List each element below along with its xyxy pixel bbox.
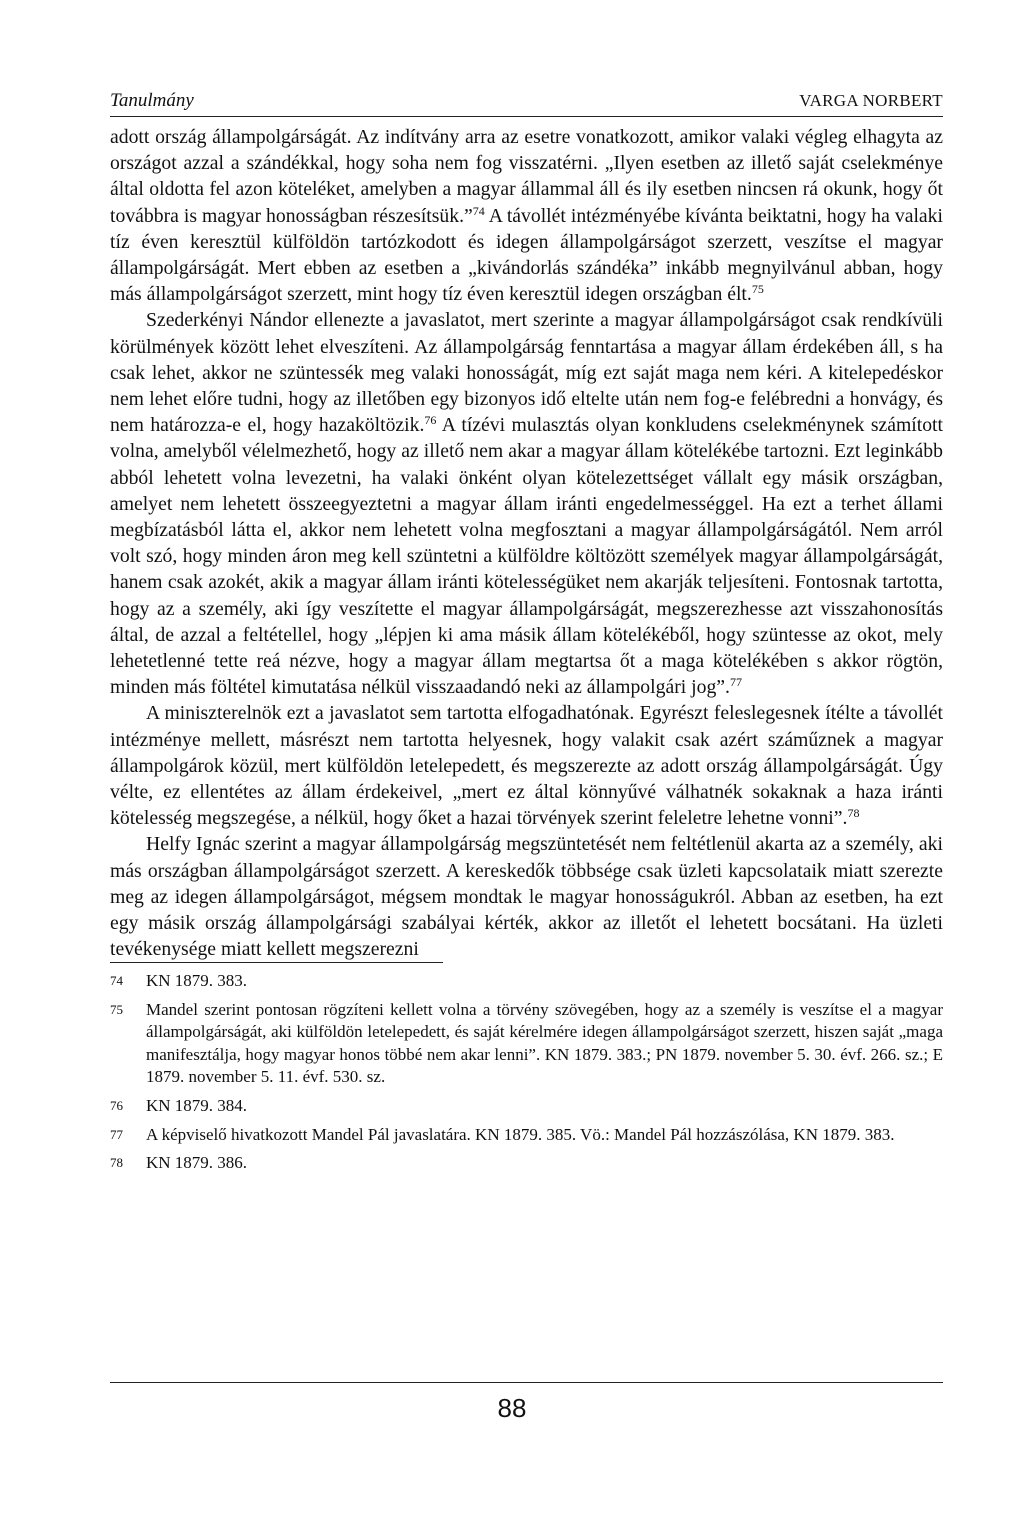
footnote — [110, 999, 943, 1089]
footnote-number: 75 — [110, 1001, 123, 1017]
footnote-number: 77 — [110, 1126, 123, 1142]
footnote — [110, 1095, 943, 1118]
section-label: Tanulmány — [110, 90, 194, 111]
running-header — [110, 84, 943, 117]
footnote — [110, 970, 943, 993]
footnote-number: 74 — [110, 973, 123, 988]
footnote-text: A képviselő hivatkozott Mandel Pál javaslatára. KN 1879. 385. Vö.: Mandel Pál hozzászólása, KN 1879. 383. — [146, 1124, 895, 1144]
footnote-divider — [110, 962, 443, 963]
page-number: 88 — [497, 1393, 527, 1423]
footnote-ref: 78 — [847, 806, 860, 821]
footnote-text: KN 1879. 386. — [146, 1153, 248, 1173]
paragraph — [110, 307, 943, 700]
footnote — [110, 1152, 943, 1175]
footnote-ref: 74 — [472, 203, 485, 218]
footnote-text: Mandel szerint pontosan rögzíteni kellett volna a törvény szövegében, hogy az a személy is veszítse el a magyar állampolgárságát, aki külföldön letelepedett, és saját kérelmére idegen állampolgárságot szerzett, hiszen saját „maga manifesztálja, hogy magyar honos többé nem akar lenni”. KN 1879. 383.; PN 1879. november 5. 30. évf. 266. sz.; E 1879. november 5. 11. évf. 530. sz. — [146, 999, 943, 1087]
paragraph — [110, 124, 943, 307]
author-name: VARGA NORBERT — [799, 91, 943, 110]
footnote-text: KN 1879. 383. — [146, 971, 248, 990]
paragraph — [110, 700, 943, 831]
footnote-number: 78 — [110, 1155, 123, 1171]
footnote-ref: 76 — [424, 413, 437, 428]
body-text — [110, 124, 943, 963]
paragraph — [110, 831, 943, 962]
text-run: Helfy Ignác szerint a magyar állampolgárság megszüntetését nem feltétlenül akarta az a személy, aki más országban állampolgárságot szerzett. A kereskedők többsége csak üzleti kapcsolataik miatt szerezte meg az idegen állampolgárságot, mégsem mondtak le magyar honosságukról. Abban az esetben, ha ezt egy másik ország állampolgársági szabályai kérték, akkor az illetőt el lehetett bocsátani. Ha üzleti tevékenysége miatt kellett megszerezni — [110, 833, 943, 961]
footnote — [110, 1124, 943, 1147]
text-run: A távollét intézményébe kívánta beiktatni, hogy ha valaki tíz éven keresztül külföldön tartózkodott és idegen állampolgárságot szerzett, veszítse el magyar állampolgárságát. Mert ebben az esetben a „kivándorlás szándéka” inkább megnyilvánul abban, hogy más állampolgárságot szerzett, mint hogy tíz éven keresztül idegen országban élt. — [110, 204, 943, 306]
text-run: adott ország állampolgárságát. Az indítvány arra az esetre vonatkozott, amikor valaki végleg elhagyta az országot azzal a szándékkal, hogy soha nem fog visszatérni. „Ilyen esetben az illető saját cselekménye által oldotta fel azon köteléket, amelyben a magyar állammal áll és ily esetben nincsen rá okunk, hogy őt továbbra is magyar honosságban részesítsük.” — [110, 126, 943, 227]
footnote-ref: 75 — [751, 282, 764, 297]
text-run: A miniszterelnök ezt a javaslatot sem tartotta elfogadhatónak. Egyrészt feleslegesnek ítélte a távollét intézménye mellett, másrészt nem tartotta helyesnek, hogy valakit csak azért száműznek a magyar állampolgárok közül, mert külföldön letelepedett, és megszerezte az adott ország állampolgárságát. Úgy vélte, ez ellentétes az állam érdekeivel, „mert ez által könnyűvé válhatnék sokaknak a haza iránti kötelesség megszegése, a nélkül, hogy őket a hazai törvények szerint feleletre lehetne vonni”. — [110, 702, 943, 830]
footer-divider — [110, 1382, 943, 1383]
footnote-number: 76 — [110, 1097, 123, 1113]
footnote-text: KN 1879. 384. — [146, 1095, 248, 1115]
footnotes — [110, 970, 943, 1181]
text-run: A tízévi mulasztás olyan konkludens cselekménynek számított volna, amelyből vélelmezhető, hogy az illető nem akar a magyar állam kötelékébe tartozni. Ezt leginkább abból lehetett volna levezetni, ha valaki önként olyan kötelezettséget vállalt egy másik országban, amelyet nem lehetett összeegyeztetni a magyar állam iránti engedelmességgel. Ha ezt a terhet állami megbízatásból látta el, akkor nem lehetett volna megfosztani a magyar állampolgárságától. Nem arról volt szó, hogy minden áron meg kell szüntetni a külföldre költözött személyek magyar állampolgárságát, hanem csak azokét, akik a magyar állam iránti kötelességüket nem akarják teljesíteni. Fontosnak tartotta, hogy az a személy, aki így veszítette el magyar állampolgárságát, megszerezhesse azt visszahonosítás által, de azzal a feltétellel, hogy „lépjen ki ama másik állam kötelékéből, hogy szüntesse az okot, mely lehetetlenné tette reá nézve, hogy a magyar állam megtartsa őt a maga kötelékében s akkor rögtön, minden más föltétel kimutatása nélkül visszaadandó neki az állampolgári jog”. — [110, 414, 943, 699]
footnote-ref: 77 — [729, 675, 742, 690]
text-run: Szederkényi Nándor ellenezte a javaslatot, mert szerinte a magyar állampolgárságot csak rendkívüli körülmények között lehet elveszíteni. Az állampolgárság fenntartása a magyar állam érdekében áll, s ha csak lehet, akkor ne szüntessék meg valaki honosságát, míg ezt saját maga nem kéri. A kitelepedéskor nem lehet előre tudni, hogy az illetőben egy bizonyos idő eltelte után nem fog-e felébredni a honvágy, és nem határozza-e el, hogy hazaköltözik. — [110, 309, 943, 437]
